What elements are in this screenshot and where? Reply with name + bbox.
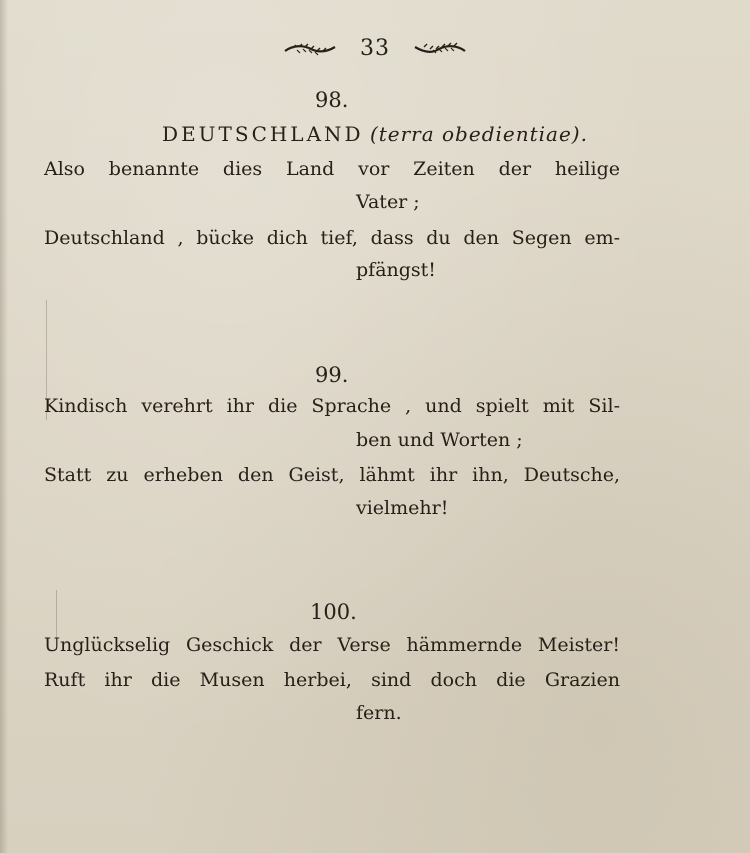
- verse-line-continuation: ben und Worten ;: [356, 429, 523, 451]
- verse-line-continuation: fern.: [356, 702, 402, 724]
- verse-line-continuation: pfängst!: [356, 259, 436, 281]
- title-caps: DEUTSCHLAND: [162, 122, 364, 146]
- verse-line: Kindisch verehrt ihr die Sprache , und spielt mit Sil-: [44, 395, 620, 417]
- verse-line-continuation: Vater ;: [356, 191, 420, 213]
- verse-line-continuation: vielmehr!: [356, 497, 449, 519]
- epigram-number: 99.: [315, 363, 349, 387]
- page-number: 33: [360, 36, 390, 61]
- epigram-title: [0, 124, 750, 144]
- title-latin: (terra obedientiae).: [369, 122, 588, 146]
- page-header: [0, 36, 750, 70]
- epigram-number: 100.: [310, 600, 357, 624]
- verse-line: Deutschland , bücke dich tief, dass du den Segen em-: [44, 227, 620, 249]
- fleuron-right-ornament: [413, 42, 467, 56]
- verse-line: Unglückselig Geschick der Verse hämmernde Meister!: [44, 634, 620, 656]
- fleuron-left-ornament: [283, 42, 337, 56]
- epigram-number: 98.: [315, 88, 349, 112]
- verse-line: Also benannte dies Land vor Zeiten der heilige: [44, 158, 620, 180]
- verse-line: Statt zu erheben den Geist, lähmt ihr ihn, Deutsche,: [44, 464, 620, 486]
- verse-line: Ruft ihr die Musen herbei, sind doch die Grazien: [44, 669, 620, 691]
